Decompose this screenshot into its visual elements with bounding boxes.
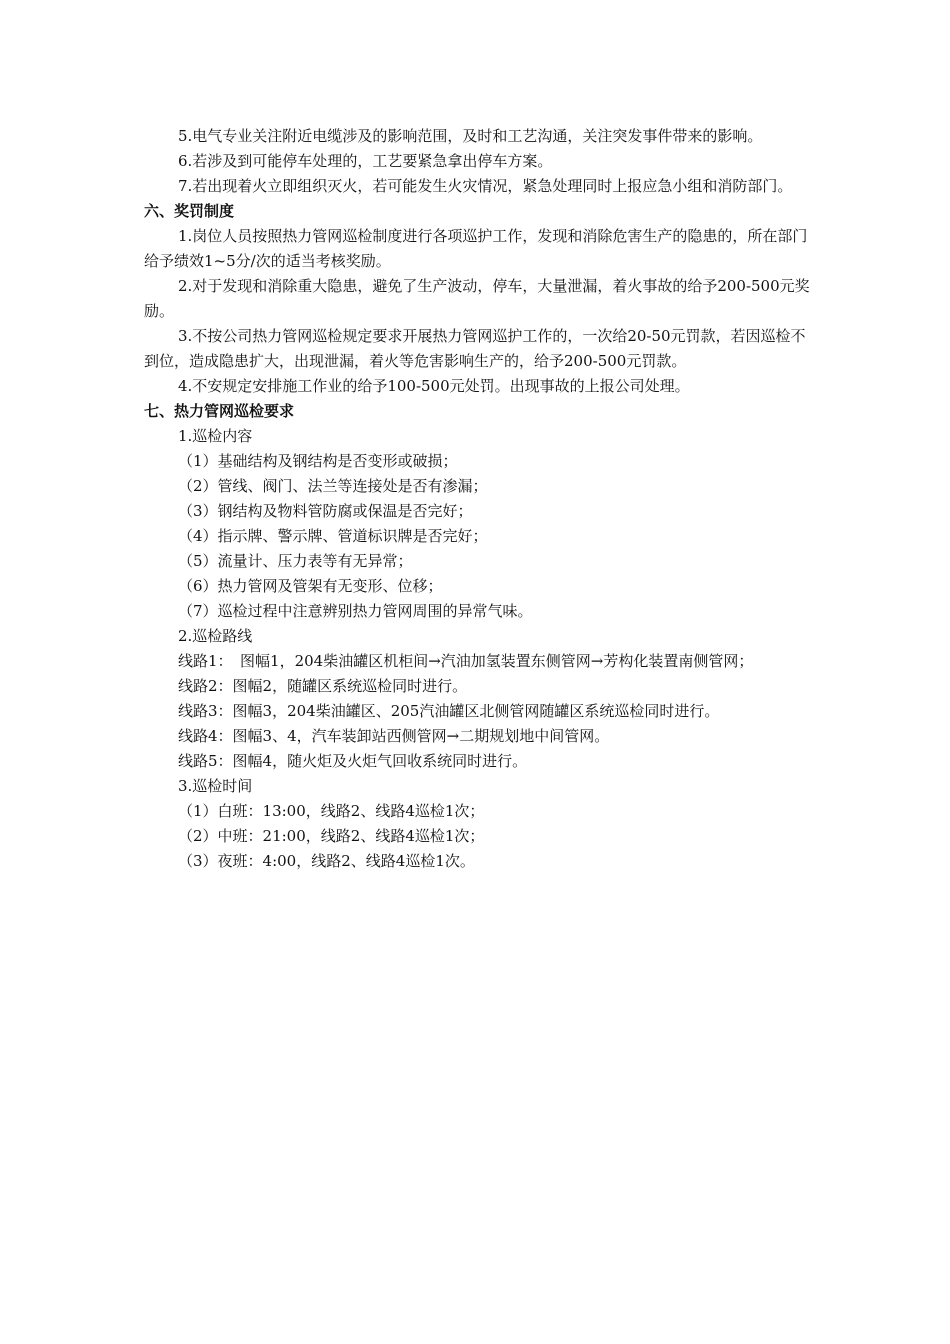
inspection-content-item: （1）基础结构及钢结构是否变形或破损；: [178, 452, 458, 470]
inspection-route: 线路1： 图幅1，204柴油罐区机柜间→汽油加氢装置东侧管网→芳构化装置南侧管网；: [178, 652, 754, 670]
paragraph-item-5: 5.电气专业关注附近电缆涉及的影响范围，及时和工艺沟通，关注突发事件带来的影响。: [178, 127, 763, 145]
rewards-item-4: 4.不安规定安排施工作业的给予100-500元处罚。出现事故的上报公司处理。: [178, 377, 690, 395]
inspection-time-item: （1）白班：13:00，线路2、线路4巡检1次；: [178, 802, 485, 820]
inspection-route: 线路4：图幅3、4，汽车装卸站西侧管网→二期规划地中间管网。: [178, 727, 610, 745]
rewards-item-3: 3.不按公司热力管网巡检规定要求开展热力管网巡护工作的，一次给20-50元罚款，若因巡检不到位，造成隐患扩大，出现泄漏，着火等危害影响生产的，给予200-500元罚款。: [144, 327, 806, 370]
inspection-content-item: （5）流量计、压力表等有无异常；: [178, 552, 413, 570]
inspection-route: 线路2：图幅2，随罐区系统巡检同时进行。: [178, 677, 468, 695]
section-heading-rewards: 六、奖罚制度: [144, 202, 235, 220]
inspection-content-item: （3）钢结构及物料管防腐或保温是否完好；: [178, 502, 473, 520]
paragraph-item-6: 6.若涉及到可能停车处理的，工艺要紧急拿出停车方案。: [178, 152, 553, 170]
document-body: [144, 124, 814, 874]
inspection-time-item: （3）夜班：4:00，线路2、线路4巡检1次。: [178, 852, 475, 870]
rewards-item-2: 2.对于发现和消除重大隐患，避免了生产波动，停车，大量泄漏，着火事故的给予200-500元奖励。: [144, 277, 810, 320]
inspection-content-item: （4）指示牌、警示牌、管道标识牌是否完好；: [178, 527, 488, 545]
inspection-time-title: 3.巡检时间: [178, 777, 253, 795]
inspection-content-item: （7）巡检过程中注意辨别热力管网周围的异常气味。: [178, 602, 533, 620]
inspection-content-item: （2）管线、阀门、法兰等连接处是否有渗漏；: [178, 477, 488, 495]
inspection-route-title: 2.巡检路线: [178, 627, 253, 645]
inspection-content-item: （6）热力管网及管架有无变形、位移；: [178, 577, 443, 595]
inspection-route: 线路5：图幅4，随火炬及火炬气回收系统同时进行。: [178, 752, 528, 770]
inspection-content-title: 1.巡检内容: [178, 427, 253, 445]
paragraph-item-7: 7.若出现着火立即组织灭火，若可能发生火灾情况，紧急处理同时上报应急小组和消防部门。: [178, 177, 793, 195]
rewards-item-1: 1.岗位人员按照热力管网巡检制度进行各项巡护工作，发现和消除危害生产的隐患的，所在部门给予绩效1~5分/次的适当考核奖励。: [144, 227, 808, 270]
section-heading-inspection: 七、热力管网巡检要求: [144, 402, 295, 420]
inspection-route: 线路3：图幅3，204柴油罐区、205汽油罐区北侧管网随罐区系统巡检同时进行。: [178, 702, 720, 720]
inspection-time-item: （2）中班：21:00，线路2、线路4巡检1次；: [178, 827, 485, 845]
